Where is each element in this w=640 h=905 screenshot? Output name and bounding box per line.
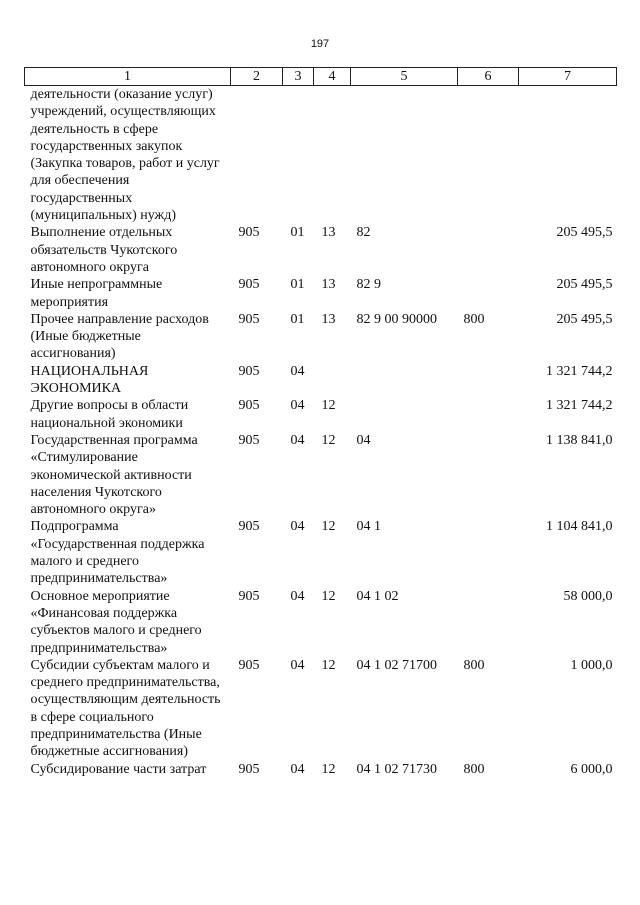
section-code-cell	[283, 86, 314, 225]
header-cell: 7	[519, 68, 617, 86]
table-row	[25, 311, 617, 363]
target-item-code-cell	[351, 86, 458, 225]
table-row	[25, 276, 617, 311]
amount-cell: 1 321 744,2	[546, 398, 613, 414]
expense-name-cell: Прочее направление расходов (Иные бюджетные ассигнования)	[30, 311, 209, 362]
expense-name-cell: НАЦИОНАЛЬНАЯ ЭКОНОМИКА	[30, 363, 149, 397]
section-code-cell: 01	[290, 277, 305, 293]
expense-type-code-cell	[458, 518, 519, 587]
target-item-code-cell: 04	[356, 432, 371, 448]
ministry-code-cell: 905	[238, 398, 260, 414]
subsection-code-cell	[314, 363, 351, 398]
expense-name-cell: деятельности (оказание услуг) учреждений, осуществляющих деятельность в сфере государственных закупок (Закупка товаров, работ и услуг для обеспечения государственных (муниципальных) нужд)	[30, 87, 220, 224]
ministry-code-cell: 905	[238, 277, 260, 293]
expense-type-code-cell	[458, 224, 519, 276]
amount-cell: 1 104 841,0	[546, 519, 613, 535]
amount-cell: 1 321 744,2	[546, 363, 613, 379]
expense-type-code-cell: 800	[463, 657, 485, 673]
expense-name-cell: Субсидирование части затрат	[30, 761, 207, 777]
header-cell: 2	[231, 68, 283, 86]
expense-type-code-cell: 800	[463, 311, 485, 327]
target-item-code-cell: 04 1 02 71730	[356, 761, 437, 777]
expense-type-code-cell: 800	[463, 761, 485, 777]
page-number: 197	[310, 38, 330, 50]
expense-type-code-cell	[458, 588, 519, 657]
subsection-code-cell: 13	[321, 311, 336, 327]
section-code-cell: 04	[290, 363, 305, 379]
subsection-code-cell: 12	[321, 588, 336, 604]
table-row	[25, 224, 617, 276]
header-cell: 3	[283, 68, 314, 86]
table-row	[25, 363, 617, 398]
target-item-code-cell	[351, 397, 458, 432]
amount-cell: 1 000,0	[570, 657, 613, 673]
ministry-code-cell: 905	[238, 519, 260, 535]
ministry-code-cell: 905	[238, 657, 260, 673]
ministry-code-cell: 905	[238, 761, 260, 777]
table-row	[25, 86, 617, 225]
subsection-code-cell: 12	[321, 432, 336, 448]
target-item-code-cell: 82	[356, 225, 371, 241]
target-item-code-cell: 04 1 02 71700	[356, 657, 437, 673]
section-code-cell: 04	[290, 432, 305, 448]
table-row	[25, 761, 617, 778]
ministry-code-cell: 905	[238, 588, 260, 604]
header-row	[25, 68, 617, 86]
section-code-cell: 04	[290, 588, 305, 604]
amount-cell: 205 495,5	[556, 225, 613, 241]
expense-type-code-cell	[458, 86, 519, 225]
ministry-code-cell: 905	[238, 225, 260, 241]
section-code-cell: 04	[290, 519, 305, 535]
section-code-cell: 04	[290, 761, 305, 777]
expense-name-cell: Субсидии субъектам малого и среднего предпринимательства, осуществляющим деятельность в сфере социального предпринимательства (Иные бюджетные ассигнования)	[30, 657, 221, 760]
ministry-code-cell: 905	[238, 432, 260, 448]
expense-name-cell: Государственная программа «Стимулирование экономической активности населения Чукотского автономного округа»	[30, 432, 198, 518]
header-cell: 6	[458, 68, 519, 86]
table-row	[25, 397, 617, 432]
ministry-code-cell: 905	[238, 363, 260, 379]
target-item-code-cell	[351, 363, 458, 398]
subsection-code-cell: 12	[321, 761, 336, 777]
table-row	[25, 518, 617, 587]
subsection-code-cell: 13	[321, 225, 336, 241]
amount-cell: 205 495,5	[556, 277, 613, 293]
header-cell: 4	[314, 68, 351, 86]
expense-type-code-cell	[458, 363, 519, 398]
header-cell: 5	[351, 68, 458, 86]
subsection-code-cell: 12	[321, 657, 336, 673]
budget-table	[24, 67, 617, 778]
section-code-cell: 04	[290, 657, 305, 673]
subsection-code-cell	[314, 86, 351, 225]
table-row	[25, 657, 617, 761]
subsection-code-cell: 12	[321, 398, 336, 414]
subsection-code-cell: 12	[321, 519, 336, 535]
expense-name-cell: Выполнение отдельных обязательств Чукотского автономного округа	[30, 225, 178, 275]
amount-cell: 6 000,0	[570, 761, 613, 777]
expense-type-code-cell	[458, 276, 519, 311]
ministry-code-cell: 905	[238, 311, 260, 327]
target-item-code-cell: 04 1 02	[356, 588, 399, 604]
expense-name-cell: Иные непрограммные мероприятия	[30, 277, 163, 310]
section-code-cell: 01	[290, 225, 305, 241]
expense-name-cell: Другие вопросы в области национальной экономики	[30, 398, 189, 431]
section-code-cell: 01	[290, 311, 305, 327]
section-code-cell: 04	[290, 398, 305, 414]
amount-cell: 58 000,0	[563, 588, 613, 604]
target-item-code-cell: 82 9	[356, 277, 381, 293]
table-row	[25, 588, 617, 657]
expense-name-cell: Основное мероприятие «Финансовая поддержка субъектов малого и среднего предпринимательства»	[30, 588, 202, 656]
table-row	[25, 432, 617, 518]
expense-name-cell: Подпрограмма «Государственная поддержка малого и среднего предпринимательства»	[30, 519, 205, 587]
expense-type-code-cell	[458, 397, 519, 432]
header-cell: 1	[25, 68, 231, 86]
amount-cell	[519, 86, 617, 225]
ministry-code-cell	[231, 86, 283, 225]
target-item-code-cell: 82 9 00 90000	[356, 311, 437, 327]
amount-cell: 1 138 841,0	[546, 432, 613, 448]
expense-type-code-cell	[458, 432, 519, 518]
subsection-code-cell: 13	[321, 277, 336, 293]
amount-cell: 205 495,5	[556, 311, 613, 327]
target-item-code-cell: 04 1	[356, 519, 381, 535]
